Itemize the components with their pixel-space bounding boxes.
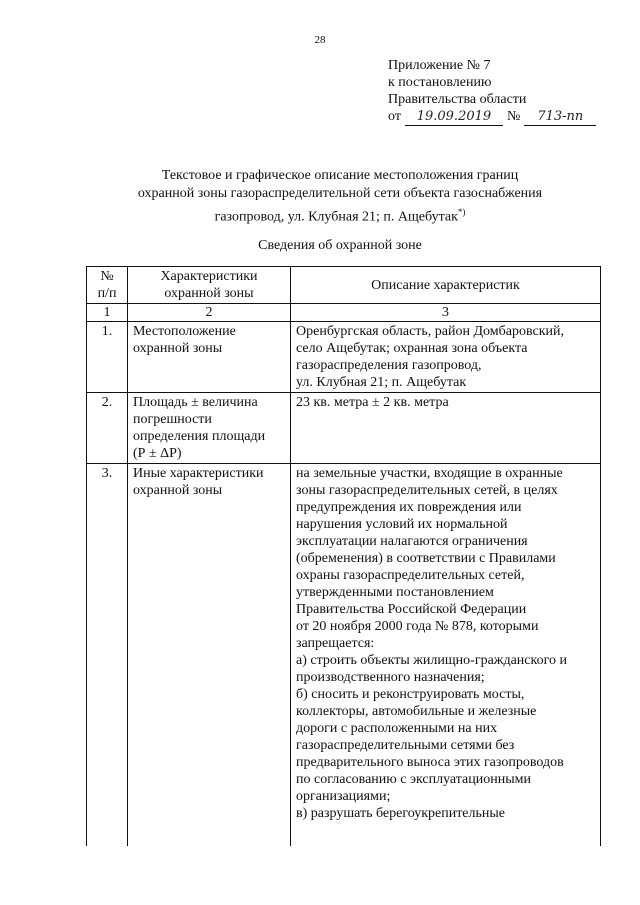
appendix-line-3: Правительства области <box>388 92 527 107</box>
text-line: предварительного выноса этих газопроводов <box>296 755 564 770</box>
protection-zone-table <box>86 266 601 846</box>
row-number: 2. <box>87 393 128 464</box>
text-line: коллекторы, автомобильные и железные <box>296 704 537 719</box>
text-line: б) сносить и реконструировать мосты, <box>296 687 525 702</box>
text-line: организациями; <box>296 789 391 804</box>
appendix-header <box>388 57 596 126</box>
text-line: зоны газораспределительных сетей, в целях <box>296 483 558 498</box>
text-line: газораспределительными сетями без <box>296 738 515 753</box>
text-line: Местоположение <box>133 324 236 339</box>
text-line: охранной зоны <box>133 483 223 498</box>
text-line: определения площади <box>133 429 266 444</box>
text-line: производственного назначения; <box>296 670 485 685</box>
footnote-mark: *) <box>457 207 466 217</box>
text-line: охраны газораспределительных сетей, <box>296 568 525 583</box>
text-line: предупреждения их повреждения или <box>296 500 522 515</box>
text-line: село Ащебутак; охранная зона объекта <box>296 341 528 356</box>
handwritten-date: 19.09.2019 <box>405 108 503 126</box>
row-number: 1. <box>87 322 128 393</box>
appendix-date-line <box>388 108 596 126</box>
row-description <box>291 393 601 464</box>
text-line: по согласованию с эксплуатационными <box>296 772 531 787</box>
text-line: нарушения условий их нормальной <box>296 517 508 532</box>
row-description <box>291 464 601 847</box>
column-number: 2 <box>128 304 291 322</box>
text-line: запрещается: <box>296 636 375 651</box>
text-line: от 20 ноября 2000 года № 878, которыми <box>296 619 539 634</box>
column-number: 3 <box>291 304 601 322</box>
table-row <box>87 464 601 847</box>
appendix-line-2: к постановлению <box>388 75 492 90</box>
header-characteristics <box>128 267 291 304</box>
number-prefix: № <box>506 109 521 124</box>
text-line: в) разрушать берегоукрепительные <box>296 806 506 821</box>
table-row <box>87 393 601 464</box>
page-number: 28 <box>314 34 326 46</box>
text-line: Оренбургская область, район Домбаровский, <box>296 324 565 339</box>
text-line: охранной зоны <box>133 341 223 356</box>
text-line: на земельные участки, входящие в охранные <box>296 466 563 481</box>
row-characteristic <box>128 464 291 847</box>
title-line-3 <box>80 203 600 227</box>
text-line: дороги с расположенными на них <box>296 721 498 736</box>
row-number: 3. <box>87 464 128 847</box>
date-prefix: от <box>388 109 401 124</box>
text-line: эксплуатации налагаются ограничения <box>296 534 528 549</box>
text-line: (Р ± ΔР) <box>133 446 182 461</box>
text-line: 23 кв. метра ± 2 кв. метра <box>296 395 449 410</box>
header-description: Описание характеристик <box>291 267 601 304</box>
row-description <box>291 322 601 393</box>
table-header-row <box>87 267 601 304</box>
text-line: ул. Клубная 21; п. Ащебутак <box>296 375 467 390</box>
text-line: утвержденными постановлением <box>296 585 494 600</box>
text-line: Иные характеристики <box>133 466 264 481</box>
text-line: а) строить объекты жилищно-гражданского и <box>296 653 567 668</box>
text-line: газораспределения газопровод, <box>296 358 482 373</box>
column-number-row <box>87 304 601 322</box>
text-line: погрешности <box>133 412 212 427</box>
text-line: (обременения) в соответствии с Правилами <box>296 551 556 566</box>
header-characteristics-line-2: охранной зоны <box>164 286 254 301</box>
title-line-2: охранной зоны газораспределительной сети объекта газоснабжения <box>137 186 543 201</box>
header-number <box>87 267 128 304</box>
appendix-line-1: Приложение № 7 <box>388 58 491 73</box>
table-row <box>87 322 601 393</box>
header-characteristics-line-1: Характеристики <box>160 269 258 284</box>
title-line-3-text: газопровод, ул. Клубная 21; п. Ащебутак <box>214 209 458 225</box>
row-characteristic <box>128 322 291 393</box>
text-line: Площадь ± величина <box>133 395 258 410</box>
title-line-1: Текстовое и графическое описание местоположения границ <box>161 168 519 183</box>
header-number-line-2: п/п <box>97 286 117 301</box>
section-subtitle: Сведения об охранной зоне <box>258 238 422 253</box>
handwritten-number: 713-пп <box>524 108 596 126</box>
header-number-line-1: № <box>100 269 114 284</box>
document-title <box>80 167 600 227</box>
text-line: Правительства Российской Федерации <box>296 602 527 617</box>
column-number: 1 <box>87 304 128 322</box>
row-characteristic <box>128 393 291 464</box>
